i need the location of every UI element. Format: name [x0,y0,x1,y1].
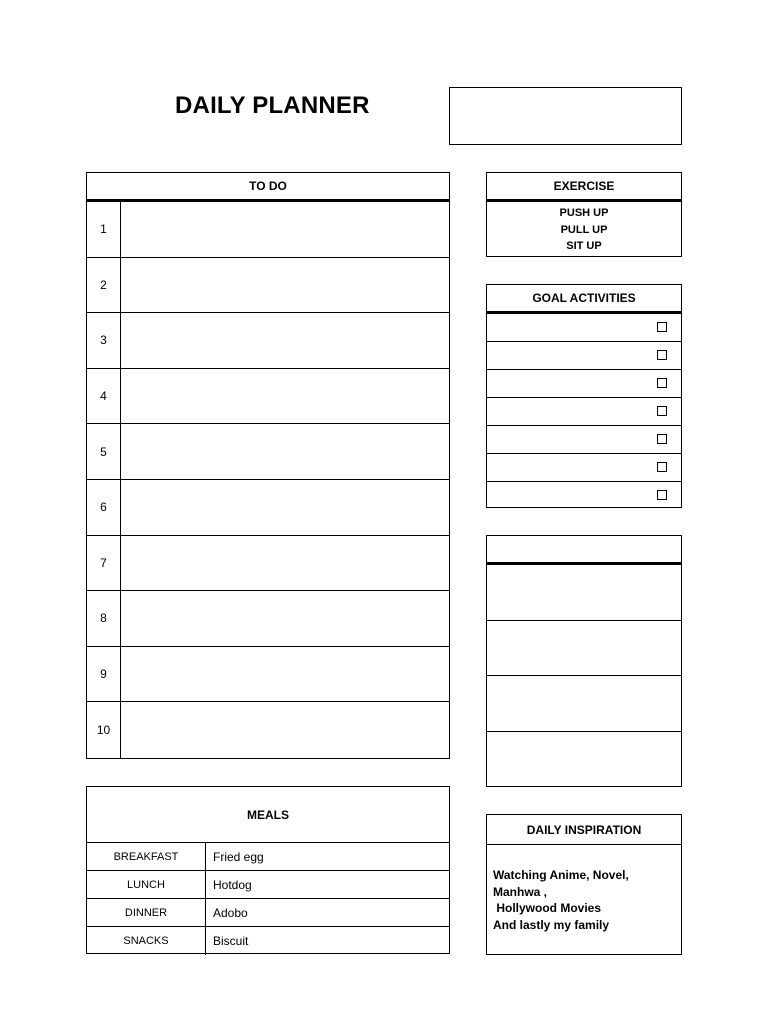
meal-row [87,843,449,871]
inspiration-line: Watching Anime, Novel, [493,868,629,882]
goal-checkbox[interactable] [657,490,667,500]
goal-activities-section [486,284,682,508]
todo-number: 3 [87,313,121,368]
todo-entry-field[interactable] [121,591,449,646]
goal-checkbox[interactable] [657,378,667,388]
goal-row[interactable] [487,398,681,426]
meal-value[interactable]: Fried egg [213,849,264,864]
todo-entry-field[interactable] [121,480,449,535]
todo-entry-field[interactable] [121,424,449,479]
page-title: DAILY PLANNER [175,92,370,119]
todo-number: 7 [87,536,121,591]
goal-row[interactable] [487,314,681,342]
meal-name: BREAKFAST [87,843,206,870]
todo-entry-field[interactable] [121,647,449,702]
date-field[interactable] [449,87,682,145]
todo-entry-field[interactable] [121,313,449,368]
goal-row[interactable] [487,482,681,510]
meals-header: MEALS [87,787,449,843]
inspiration-line: And lastly my family [493,917,610,932]
todo-number: 5 [87,424,121,479]
meal-value[interactable]: Biscuit [213,934,249,948]
goal-row[interactable] [487,426,681,454]
todo-number: 10 [87,702,121,758]
todo-row [87,536,449,592]
todo-entry-field[interactable] [121,258,449,313]
todo-number: 8 [87,591,121,646]
goal-checkbox[interactable] [657,350,667,360]
todo-row [87,313,449,369]
todo-entry-field[interactable] [121,536,449,591]
exercise-list [487,202,681,255]
goal-row[interactable] [487,454,681,482]
meals-section [86,786,450,954]
todo-row [87,202,449,258]
goal-row[interactable] [487,370,681,398]
todo-row [87,369,449,425]
todo-number: 4 [87,369,121,424]
meal-name: SNACKS [87,927,206,955]
todo-row [87,258,449,314]
goal-checkbox[interactable] [657,406,667,416]
meal-value[interactable]: Adobo [213,905,248,920]
inspiration-line: Manhwa , [493,884,548,899]
todo-number: 9 [87,647,121,702]
todo-number: 1 [87,202,121,257]
inspiration-line: Hollywood Movies [493,901,602,915]
meal-name: LUNCH [87,871,206,898]
todo-row [87,591,449,647]
goal-row[interactable] [487,342,681,370]
exercise-section [486,172,682,257]
meal-row [87,927,449,955]
meal-value[interactable]: Hotdog [213,877,252,892]
todo-entry-field[interactable] [121,369,449,424]
notes-row[interactable] [487,676,681,732]
exercise-item: SIT UP [566,240,602,252]
todo-header: TO DO [87,173,449,202]
todo-entry-field[interactable] [121,202,449,257]
daily-inspiration-section [486,814,682,955]
todo-entry-field[interactable] [121,702,449,758]
daily-inspiration-header: DAILY INSPIRATION [487,815,681,845]
exercise-item: PULL UP [560,223,608,236]
notes-row[interactable] [487,732,681,788]
meal-name: DINNER [87,899,206,926]
goal-checkbox[interactable] [657,434,667,444]
notes-row[interactable] [487,565,681,621]
todo-row [87,424,449,480]
todo-number: 6 [87,480,121,535]
goal-activities-header: GOAL ACTIVITIES [487,285,681,314]
notes-row[interactable] [487,621,681,677]
meal-row [87,871,449,899]
todo-row [87,702,449,758]
meal-row [87,899,449,927]
todo-number: 2 [87,258,121,313]
todo-row [87,480,449,536]
notes-section [486,535,682,787]
notes-header[interactable] [487,536,681,565]
todo-row [87,647,449,703]
goal-checkbox[interactable] [657,462,667,472]
goal-checkbox[interactable] [657,322,667,332]
daily-inspiration-text[interactable] [487,845,681,933]
todo-section [86,172,450,759]
exercise-item: PUSH UP [559,207,609,219]
exercise-header: EXERCISE [487,173,681,202]
